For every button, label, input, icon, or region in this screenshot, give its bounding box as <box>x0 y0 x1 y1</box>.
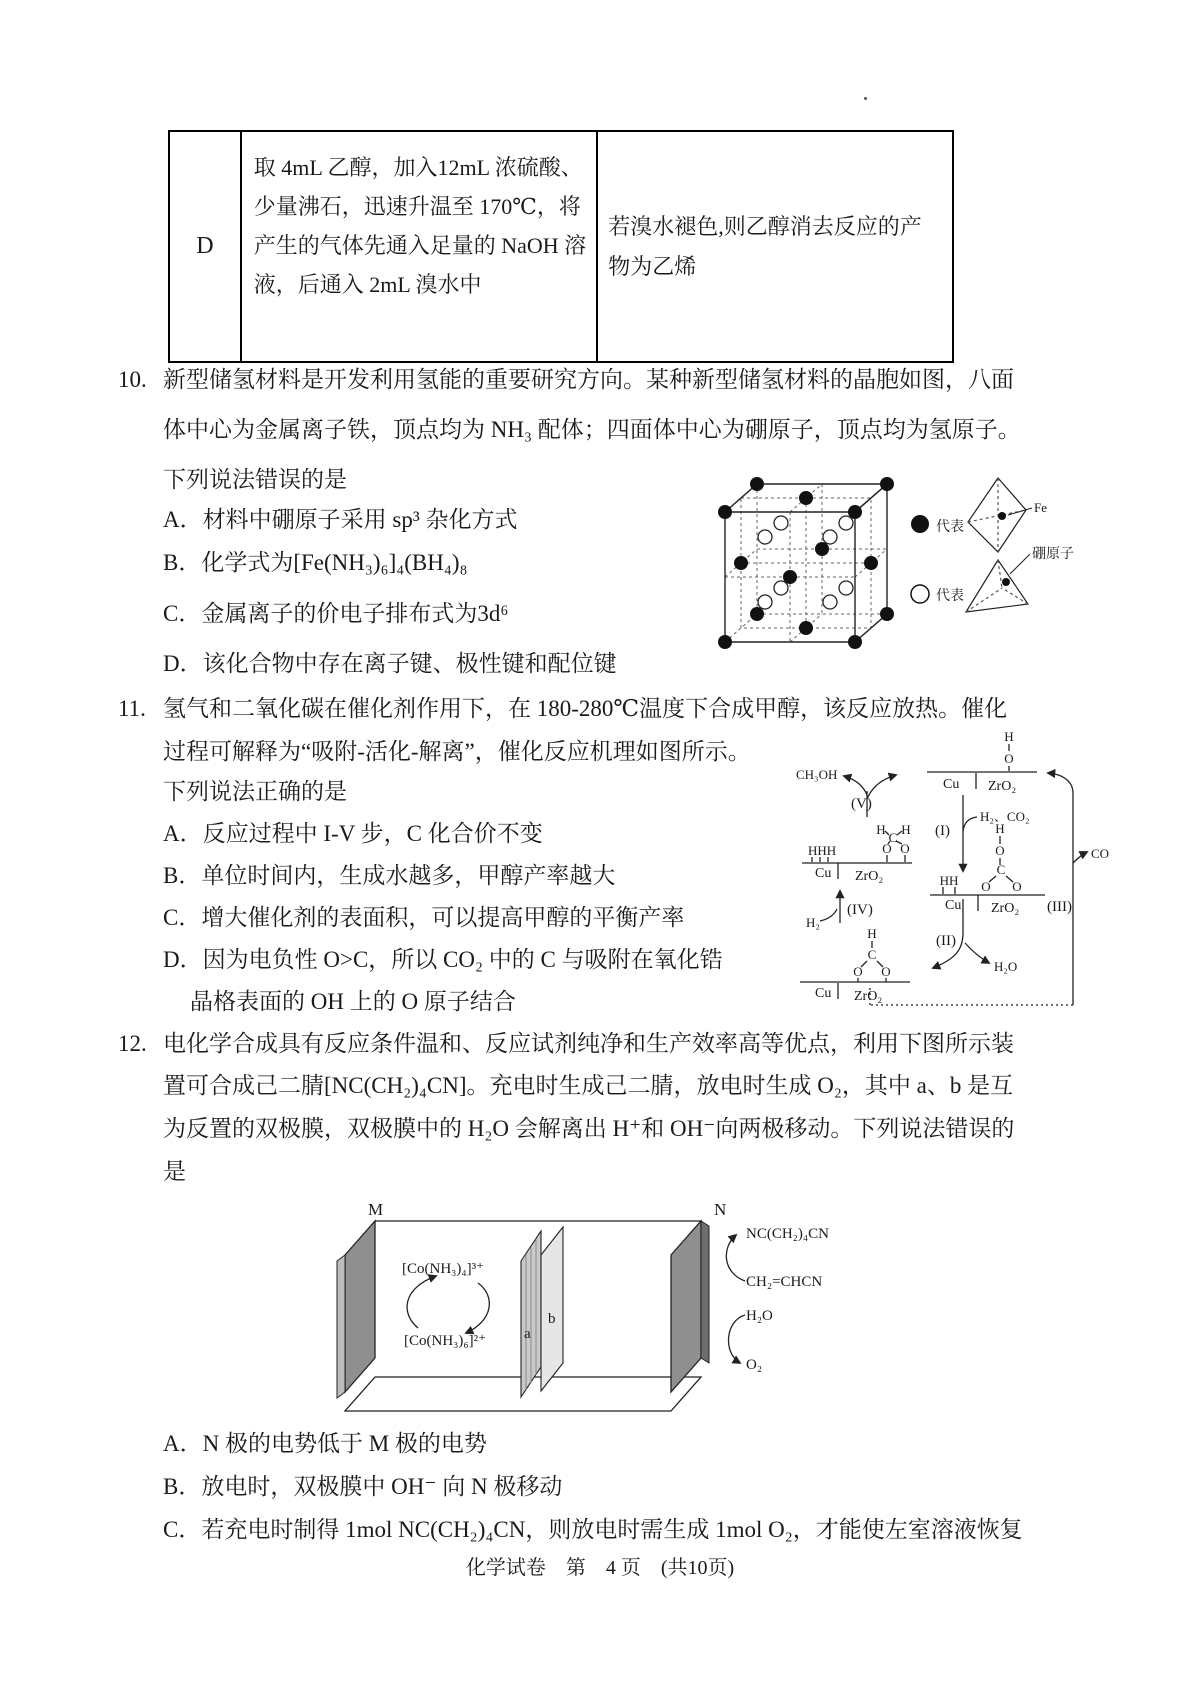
procedure-line: 取 4mL 乙醇，加入12mL 浓硫酸、 <box>253 155 583 180</box>
membrane-a-label: a <box>524 1326 531 1342</box>
electrode-m-label: M <box>368 1200 384 1219</box>
c-atom: C <box>888 830 898 845</box>
electrode-m-edge <box>337 1255 345 1398</box>
water-release-arrow <box>965 943 989 963</box>
row-label: D <box>196 233 214 259</box>
h-atom: H <box>995 821 1005 836</box>
o-atom: O <box>995 843 1005 858</box>
q12-option-a: A．N 极的电势低于 M 极的电势 <box>163 1431 487 1456</box>
legend-word-2: 代表 <box>936 589 964 604</box>
q11-option-d-line-2: 晶格表面的 OH 上的 O 原子结合 <box>190 989 516 1014</box>
h2-label: H₂ <box>806 915 820 930</box>
adiponitrile-label: NC(CH₂)₄CN <box>746 1226 829 1242</box>
boron-label: 硼原子 <box>1032 547 1074 562</box>
electrode-n-label: N <box>714 1200 727 1219</box>
q11-number: 11. <box>118 696 146 721</box>
procedure-line: 液，后通入 2mL 溴水中 <box>253 272 482 297</box>
q11-stem-line-1: 11. 氢气和二氧化碳在催化剂作用下，在 180-280℃温度下合成甲醇，该反应放热。催化 <box>118 696 1008 721</box>
q11-option-b: B．单位时间内，生成水越多，甲醇产率越大 <box>163 863 616 888</box>
zro2-label: ZrO₂ <box>855 869 884 884</box>
stray-period-mark <box>864 97 867 100</box>
q10-stem-line-3: 下列说法错误的是 <box>163 467 347 492</box>
q10-number: 10. <box>118 367 147 392</box>
hhh-adsorbed: HHH <box>808 843 837 858</box>
cycle-arrow-up <box>407 1276 436 1328</box>
q10-option-a: A．材料中硼原子采用 sp³ 杂化方式 <box>163 507 518 532</box>
hh-adsorbed: HH <box>939 873 959 888</box>
q12-stem-line-2: 置可合成己二腈[NC(CH₂)₄CN]。充电时生成己二腈，放电时生成 O₂，其中 a、b 是互 <box>163 1073 1014 1098</box>
methanol-label: CH₃OH <box>796 767 838 782</box>
cycle-arrow-down <box>466 1283 489 1333</box>
o-atom: O <box>1004 751 1014 766</box>
procedure-line: 产生的气体先通入足量的 NaOH 溶 <box>253 233 587 258</box>
cu-label: Cu <box>943 777 960 792</box>
electrode-m <box>345 1221 375 1392</box>
cu-label: Cu <box>815 986 832 1001</box>
electrode-n <box>671 1221 701 1392</box>
h-atom: H <box>1004 729 1014 744</box>
adiponitrile-out-arrow <box>726 1235 745 1281</box>
table-row-label-cell <box>170 132 242 361</box>
q12-stem-line-3: 为反置的双极膜，双极膜中的 H₂O 会解离出 H⁺和 OH⁻向两极移动。下列说法错误的 <box>163 1116 1015 1141</box>
fe-octahedron-sites <box>718 477 894 649</box>
conclusion-line: 若溴水褪色,则乙醇消去反应的产 <box>608 213 922 239</box>
legend-open-circle-icon <box>911 585 929 603</box>
c-atom: C <box>867 947 877 962</box>
co-release-arrow <box>1073 852 1087 863</box>
q11-stem-line-2: 过程可解释为“吸附-活化-解离”，催化反应机理如图所示。 <box>163 739 751 764</box>
boron-pointer-line <box>1010 554 1030 574</box>
procedure-line: 少量沸石，迅速升温至 170℃，将 <box>253 194 581 219</box>
co-ii-complex: [Co(NH₃)₆]²⁺ <box>404 1333 487 1349</box>
cu-label: Cu <box>815 866 832 881</box>
q10-option-d: D．该化合物中存在离子键、极性键和配位键 <box>163 651 617 676</box>
q12-option-b: B．放电时，双极膜中 OH⁻ 向 N 极移动 <box>163 1474 563 1499</box>
q10-stem-line-2: 体中心为金属离子铁，顶点均为 NH₃ 配体；四面体中心为硼原子，顶点均为氢原子。 <box>163 417 1021 442</box>
fe-label: Fe <box>1034 500 1047 515</box>
octahedron-icon <box>968 478 1026 552</box>
o-atom: O <box>1012 879 1022 894</box>
q12-number: 12. <box>118 1031 147 1056</box>
legend-filled-circle-icon <box>911 515 929 533</box>
q11-mechanism-figure <box>730 695 1134 1017</box>
step4-label: (IV) <box>847 902 873 918</box>
o-atom: O <box>900 841 910 856</box>
q11-stem-line-3: 下列说法正确的是 <box>163 779 347 804</box>
q10-option-c: C．金属离子的价电子排布式为3d⁶ <box>163 601 509 626</box>
step2-label: (II) <box>936 933 956 949</box>
q11-option-d: D．因为电负性 O>C，所以 CO₂ 中的 C 与吸附在氧化锆 <box>163 947 723 972</box>
experiment-table <box>168 130 954 363</box>
q10-option-b: B．化学式为[Fe(NH₃)₆]₄(BH₄)₈ <box>163 550 468 575</box>
unit-cell-hidden-grid <box>725 484 887 642</box>
tetrahedron-icon <box>966 560 1028 612</box>
q10-crystal-figure <box>668 442 1100 650</box>
zro2-label: ZrO₂ <box>991 901 1020 916</box>
q12-stem-line-1: 12. 电化学合成具有反应条件温和、反应试剂纯净和生产效率高等优点，利用下图所示装 <box>118 1031 1014 1056</box>
membrane-b-label: b <box>548 1311 556 1327</box>
table-procedure-cell <box>242 132 598 361</box>
co-iii-complex: [Co(NH₃)₄]³⁺ <box>402 1261 485 1277</box>
h-atom: H <box>876 822 886 837</box>
h2-co2-label: H₂、CO₂ <box>980 809 1030 824</box>
octahedron-center-atom <box>998 512 1006 520</box>
step3-label: (III) <box>1047 899 1072 915</box>
h-atom: H <box>901 822 911 837</box>
o-atom: O <box>881 964 891 979</box>
tetrahedron-center-atom <box>1002 578 1010 586</box>
q10-stem-line-1: 10. 新型储氢材料是开发利用氢能的重要研究方向。某种新型储氢材料的晶胞如图，八面 <box>118 367 1014 392</box>
h2o-label: H₂O <box>994 959 1018 974</box>
electrode-n-edge <box>701 1221 709 1363</box>
bipolar-membrane-b <box>541 1227 563 1391</box>
page-footer: 化学试卷 第 4 页 (共10页) <box>465 1557 735 1579</box>
o-atom: O <box>882 841 892 856</box>
h-atom: H <box>867 926 877 941</box>
co-label: CO <box>1091 846 1110 861</box>
o-atom: O <box>853 964 863 979</box>
c-atom: C <box>996 862 1006 877</box>
zro2-label: ZrO₂ <box>988 779 1017 794</box>
q11-option-a: A．反应过程中 I-V 步，C 化合价不变 <box>163 821 543 846</box>
step5-label: (V) <box>851 796 872 812</box>
oxygen-out-arrow <box>729 1315 745 1363</box>
fe-pointer-line <box>1008 508 1032 515</box>
q12-cell-figure <box>318 1193 863 1433</box>
zro2-label: ZrO₂ <box>854 989 883 1004</box>
q12-stem-line-4: 是 <box>163 1159 186 1184</box>
methanol-release-arrow <box>844 776 867 795</box>
step3-return-arrow <box>1048 773 1073 793</box>
step1-label: (I) <box>935 823 950 839</box>
q12-option-c: C．若充电时制得 1mol NC(CH₂)₄CN，则放电时需生成 1mol O₂，才能使左室溶液恢复 <box>163 1517 1023 1542</box>
table-conclusion-cell <box>598 132 952 361</box>
water-label: H₂O <box>746 1308 773 1324</box>
cu-label: Cu <box>945 898 962 913</box>
q11-option-c: C．增大催化剂的表面积，可以提高甲醇的平衡产率 <box>163 905 685 930</box>
conclusion-line: 物为乙烯 <box>608 253 697 279</box>
o-atom: O <box>981 879 991 894</box>
acrylonitrile-label: CH₂=CHCN <box>746 1274 823 1290</box>
oxygen-label: O₂ <box>746 1357 763 1373</box>
legend-word-1: 代表 <box>936 520 964 535</box>
